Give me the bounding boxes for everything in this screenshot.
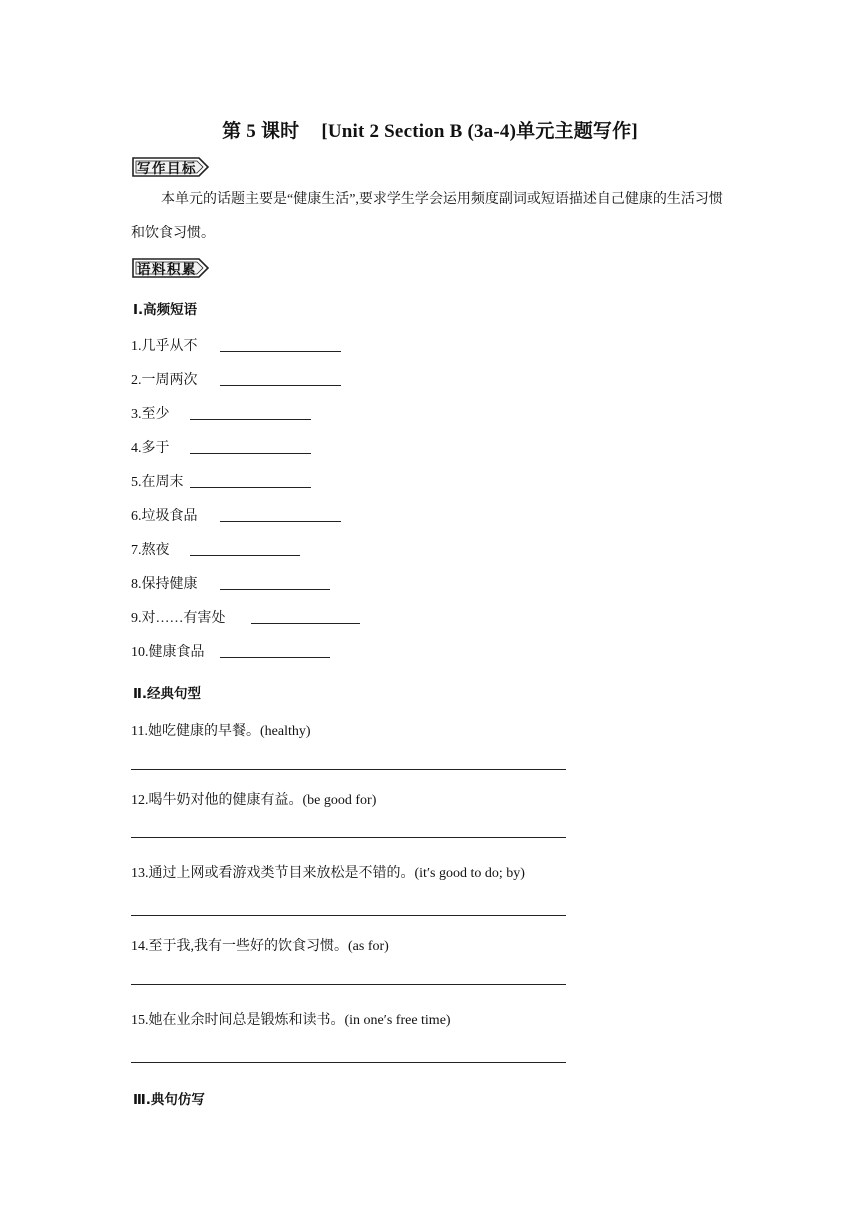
sentence-answer-line[interactable] bbox=[131, 984, 566, 985]
material-label: 语料积累 bbox=[137, 262, 197, 278]
phrase-item: 4.多于 bbox=[131, 439, 170, 459]
phrase-item: 5.在周末 bbox=[131, 473, 184, 493]
intro-paragraph: 本单元的话题主要是“健康生活”,要求学生学会运用频度副词或短语描述自己健康的生活习惯和饮食习惯。 bbox=[131, 192, 723, 241]
phrase-answer-blank[interactable] bbox=[220, 351, 341, 352]
sentence-answer-line[interactable] bbox=[131, 1062, 566, 1063]
phrase-item: 1.几乎从不 bbox=[131, 337, 198, 357]
phrase-answer-blank[interactable] bbox=[251, 623, 360, 624]
sentence-prompt: 15.她在业余时间总是锻炼和读书。(in one′s free time) bbox=[131, 1013, 451, 1028]
phrase-item: 6.垃圾食品 bbox=[131, 507, 198, 527]
sentence-answer-line[interactable] bbox=[131, 769, 566, 770]
phrase-item: 10.健康食品 bbox=[131, 643, 205, 663]
page-title bbox=[0, 116, 860, 143]
lesson-number: 第 5 课时 bbox=[222, 121, 300, 142]
phrase-answer-blank[interactable] bbox=[220, 657, 330, 658]
phrase-answer-blank[interactable] bbox=[190, 555, 300, 556]
phrase-answer-blank[interactable] bbox=[190, 487, 311, 488]
phrase-item: 2.一周两次 bbox=[131, 371, 198, 391]
writing-goal-label: 写作目标 bbox=[137, 161, 197, 177]
phrase-item: 9.对……有害处 bbox=[131, 609, 226, 629]
sentence-prompt: 13.通过上网或看游戏类节目来放松是不错的。(it′s good to do; by) bbox=[131, 866, 525, 881]
sentence-prompt: 12.喝牛奶对他的健康有益。(be good for) bbox=[131, 793, 377, 808]
phrase-answer-blank[interactable] bbox=[190, 453, 311, 454]
phrase-answer-blank[interactable] bbox=[190, 419, 311, 420]
phrase-answer-blank[interactable] bbox=[220, 589, 330, 590]
phrase-item: 8.保持健康 bbox=[131, 575, 198, 595]
sentence-prompt: 14.至于我,我有一些好的饮食习惯。(as for) bbox=[131, 939, 389, 954]
sentences-heading: Ⅱ.经典句型 bbox=[133, 686, 202, 702]
phrase-answer-blank[interactable] bbox=[220, 385, 341, 386]
sentence-prompt: 11.她吃健康的早餐。(healthy) bbox=[131, 724, 311, 739]
sentence-answer-line[interactable] bbox=[131, 837, 566, 838]
phrase-item: 7.熬夜 bbox=[131, 541, 170, 561]
imitation-heading: Ⅲ.典句仿写 bbox=[133, 1092, 205, 1108]
sentence-answer-line[interactable] bbox=[131, 915, 566, 916]
phrases-heading: Ⅰ.高频短语 bbox=[133, 302, 198, 318]
unit-title: [Unit 2 Section B (3a-4)单元主题写作] bbox=[321, 121, 638, 142]
phrase-answer-blank[interactable] bbox=[220, 521, 341, 522]
material-tag bbox=[131, 256, 209, 278]
phrase-item: 3.至少 bbox=[131, 405, 170, 425]
writing-goal-tag bbox=[131, 155, 209, 177]
